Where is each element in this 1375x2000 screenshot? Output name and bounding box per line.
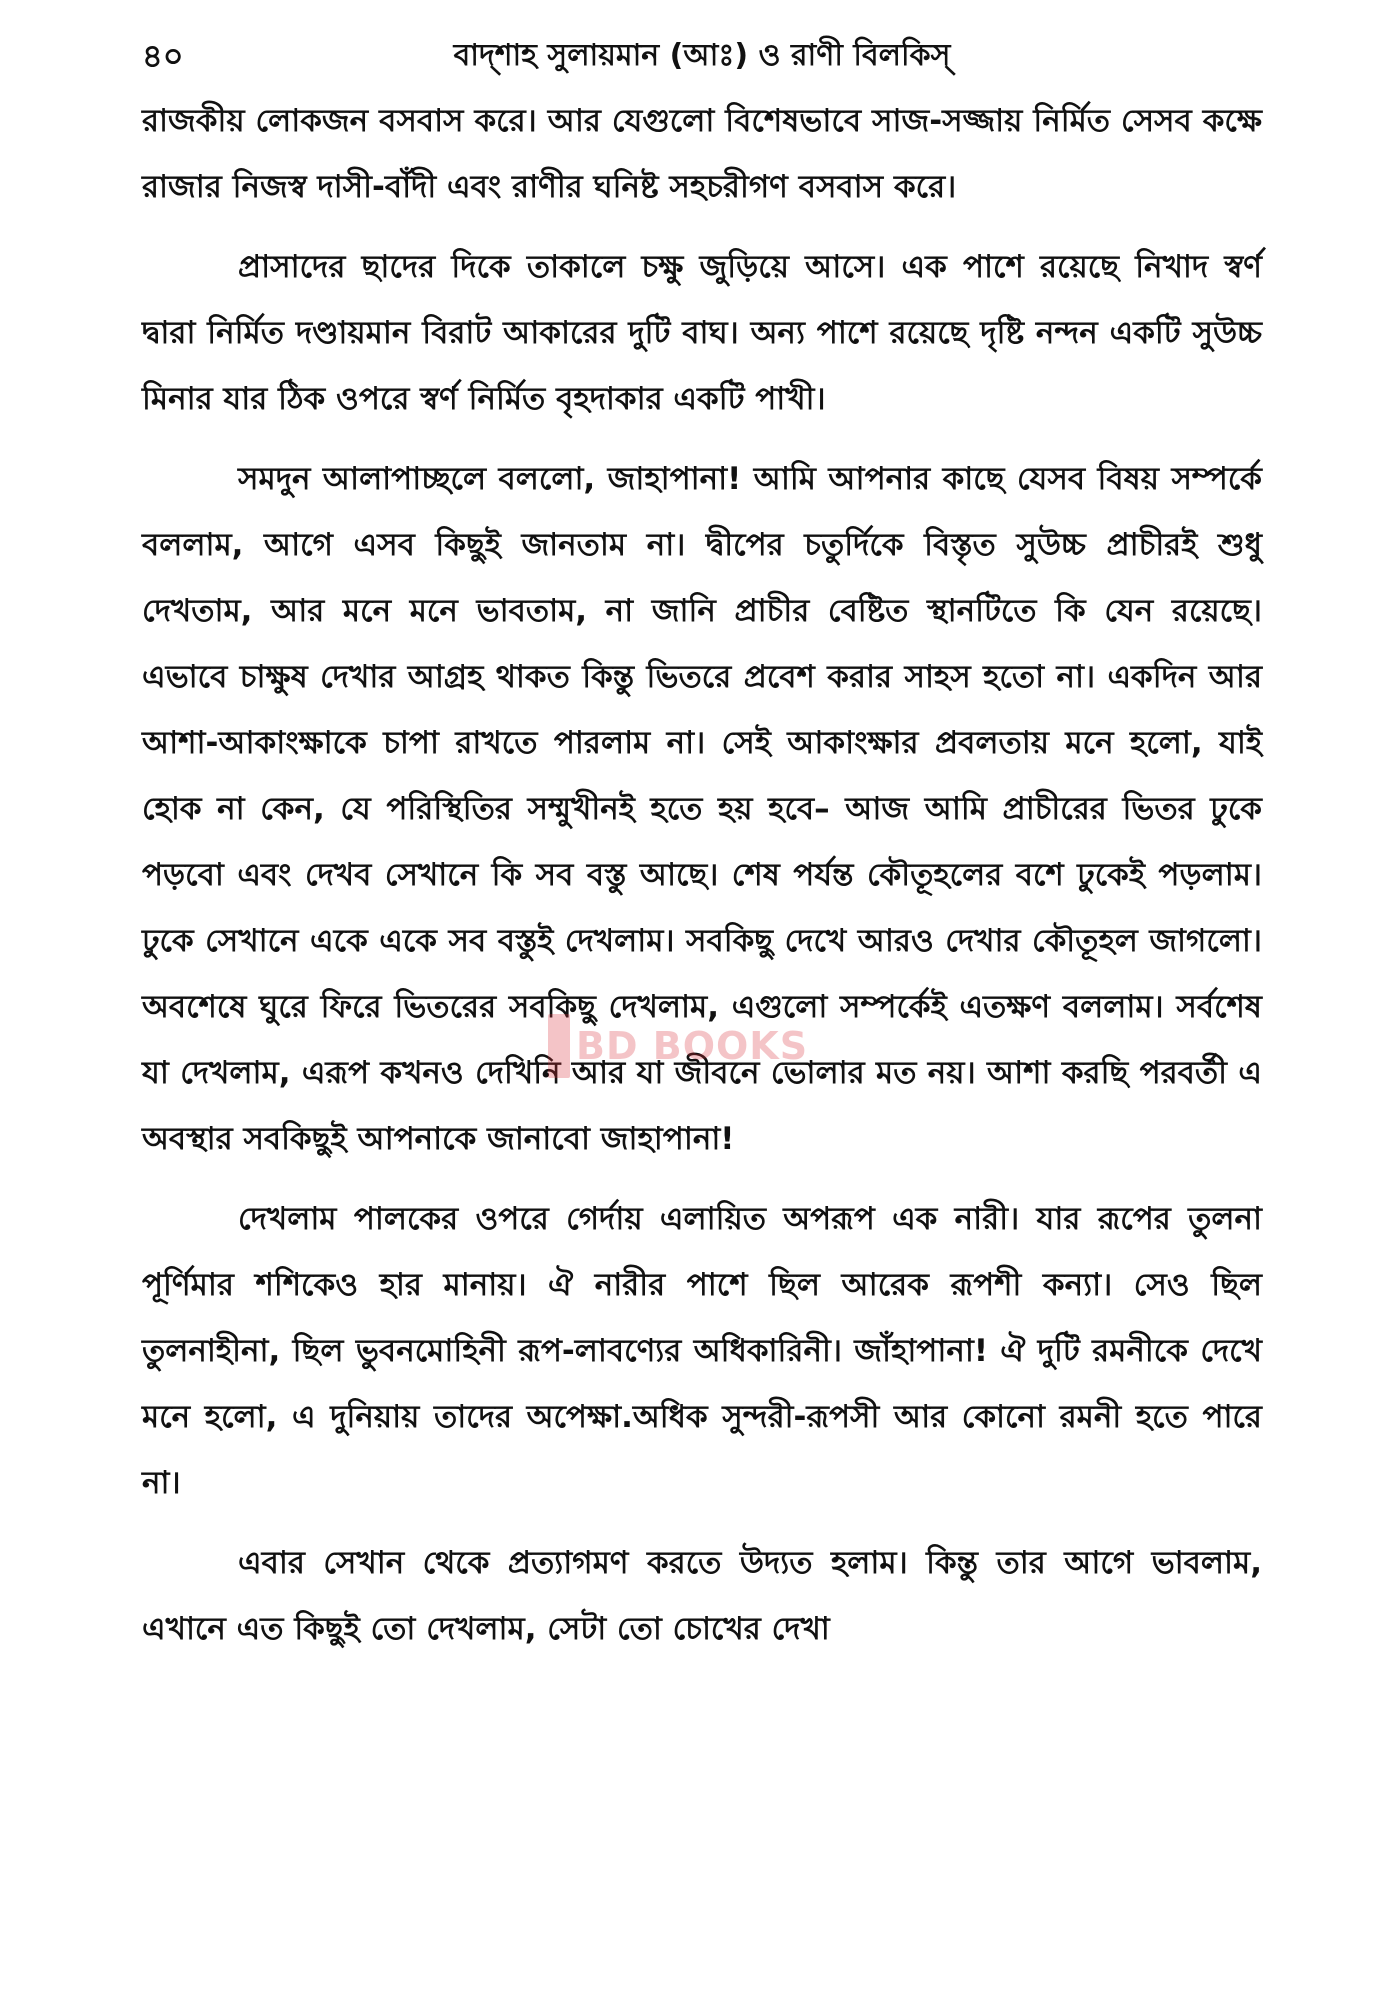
body-text — [142, 88, 1262, 1676]
paragraph: দেখলাম পালকের ওপরে গের্দায় এলায়িত অপরূপ এক নারী। যার রূপের তুলনা পূর্ণিমার শশিকেও হার মানায়। ঐ নারীর পাশে ছিল আরেক রূপশী কন্যা। সেও ছিল তুলনাহীনা, ছিল ভুবনমোহিনী রূপ-লাবণ্যের অধিকারিনী। জাঁহাপানা! ঐ দুটি রমনীকে দেখে মনে হলো, এ দুনিয়ায় তাদের অপেক্ষা.অধিক সুন্দরী-রূপসী আর কোনো রমনী হতে পারে না। — [142, 1201, 1262, 1501]
running-title: বাদ্‌শাহ সুলায়মান (আঃ) ও রাণী বিলকিস্‌ — [453, 38, 951, 73]
paragraph: সমদুন আলাপাচ্ছলে বললো, জাহাপানা! আমি আপনার কাছে যেসব বিষয় সম্পর্কে বললাম, আগে এসব কিছুই জানতাম না। দ্বীপের চতুর্দিকে বিস্তৃত সুউচ্চ প্রাচীরই শুধু দেখতাম, আর মনে মনে ভাবতাম, না জানি প্রাচীর বেষ্টিত স্থানটিতে কি যেন রয়েছে। এভাবে চাক্ষুষ দেখার আগ্রহ থাকত কিন্তু ভিতরে প্রবেশ করার সাহস হতো না। একদিন আর আশা-আকাংক্ষাকে চাপা রাখতে পারলাম না। সেই আকাংক্ষার প্রবলতায় মনে হলো, যাই হোক না কেন, যে পরিস্থিতির সম্মুখীনই হতে হয় হবে– আজ আমি প্রাচীরের ভিতর ঢুকে পড়বো এবং দেখব সেখানে কি সব বস্তু আছে। শেষ পর্যন্ত কৌতূহলের বশে ঢুকেই পড়লাম। ঢুকে সেখানে একে একে সব বস্তুই দেখলাম। সবকিছু দেখে আরও দেখার কৌতূহল জাগলো। অবশেষে ঘুরে ফিরে ভিতরের সবকিছু দেখলাম, এগুলো সম্পর্কেই এতক্ষণ বললাম। সর্বশেষ যা দেখলাম, এরূপ কখনও দেখিনি আর যা জীবনে ভোলার মত নয়। আশা করছি পরবর্তী এ অবস্থার সবকিছুই আপনাকে জানাবো জাহাপানা! — [142, 461, 1262, 1157]
paragraph: এবার সেখান থেকে প্রত্যাগমণ করতে উদ্যত হলাম। কিন্তু তার আগে ভাবলাম, এখানে এত কিছুই তো দেখলাম, সেটা তো চোখের দেখা — [142, 1545, 1262, 1647]
paragraph: প্রাসাদের ছাদের দিকে তাকালে চক্ষু জুড়িয়ে আসে। এক পাশে রয়েছে নিখাদ স্বর্ণ দ্বারা নির্মিত দণ্ডায়মান বিরাট আকারের দুটি বাঘ। অন্য পাশে রয়েছে দৃষ্টি নন্দন একটি সুউচ্চ মিনার যার ঠিক ওপরে স্বর্ণ নির্মিত বৃহদাকার একটি পাখী। — [142, 249, 1262, 417]
running-header — [142, 28, 1262, 88]
paragraph-continued: রাজকীয় লোকজন বসবাস করে। আর যেগুলো বিশেষভাবে সাজ-সজ্জায় নির্মিত সেসব কক্ষে রাজার নিজস্ব দাসী-বাঁদী এবং রাণীর ঘনিষ্ট সহচরীগণ বসবাস করে। — [142, 103, 1262, 205]
page-number: ৪০ — [142, 37, 184, 75]
watermark-label: BD BOOKS — [576, 1024, 809, 1068]
